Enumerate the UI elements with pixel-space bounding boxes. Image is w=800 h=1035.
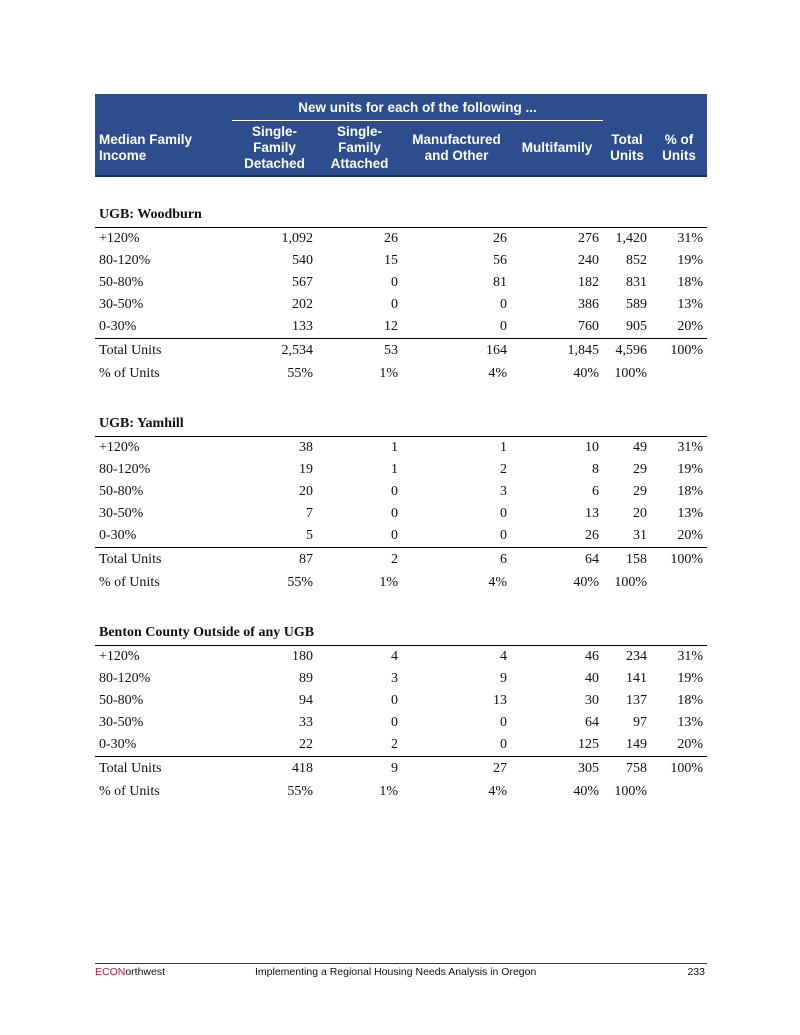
table-row	[95, 272, 707, 294]
cell-value: 141	[626, 671, 648, 686]
total-cell-value: 758	[603, 757, 651, 781]
cell-value: 0	[391, 297, 398, 312]
cell-value: 33	[299, 715, 313, 730]
cell-label: 30-50%	[99, 715, 144, 730]
cell-value: 149	[626, 737, 648, 752]
cell-value: 1	[391, 440, 398, 455]
cell-value: 0	[500, 528, 507, 543]
table-row	[95, 734, 707, 757]
cell-value: 8	[592, 462, 600, 477]
spacer-cell	[95, 176, 707, 201]
cell-value: 19	[299, 462, 313, 477]
cell-value: 38	[299, 440, 313, 455]
cell-value: 18%	[677, 484, 704, 499]
cell-value: 64	[585, 715, 600, 730]
table-row	[95, 668, 707, 690]
cell-value: 4	[500, 649, 507, 664]
cell-value: 182	[578, 275, 600, 290]
total-cell-value: 418	[232, 757, 317, 781]
header-group-label: New units for each of the following ...	[232, 94, 603, 121]
total-cell-value: 64	[511, 548, 603, 572]
table-row	[95, 712, 707, 734]
cell-value: 18%	[677, 693, 704, 708]
cell-value: 31%	[677, 231, 704, 246]
total-cell-value: 100%	[651, 757, 707, 781]
cell-value: 13%	[677, 297, 704, 312]
cell-value: 125	[578, 737, 600, 752]
table-row	[95, 525, 707, 548]
cell-value: 2	[500, 462, 507, 477]
housing-units-table	[95, 94, 707, 804]
table-row	[95, 690, 707, 712]
cell-value: 133	[292, 319, 313, 334]
cell-value: 20	[299, 484, 313, 499]
cell-value: 905	[626, 319, 648, 334]
table-header	[95, 94, 707, 176]
cell-value: 852	[626, 253, 648, 268]
table-row	[95, 459, 707, 481]
cell-value: 3	[391, 671, 398, 686]
cell-value: 0	[391, 484, 398, 499]
footer-brand	[95, 966, 165, 978]
percent-cell-value: 55%	[287, 575, 313, 590]
cell-value: 0	[391, 528, 398, 543]
total-cell-value: 305	[511, 757, 603, 781]
cell-value: 19%	[677, 462, 704, 477]
section-spacer	[95, 386, 707, 410]
cell-label: 80-120%	[99, 462, 151, 477]
percent-row	[95, 571, 707, 595]
cell-value: 40	[585, 671, 600, 686]
col-manufactured-and-other: Manufactured and Other	[402, 121, 511, 177]
percent-cell-value: 100%	[614, 784, 648, 799]
total-cell-value: 2,534	[232, 339, 317, 363]
cell-value: 13	[585, 506, 600, 521]
cell-value: 0	[500, 506, 507, 521]
cell-value: 202	[292, 297, 313, 312]
percent-cell-value	[651, 571, 707, 595]
total-cell-value: 100%	[651, 339, 707, 363]
total-cell-label: Total Units	[95, 757, 232, 781]
total-cell-value: 27	[402, 757, 511, 781]
cell-value: 180	[292, 649, 313, 664]
cell-value: 49	[633, 440, 648, 455]
total-row	[95, 757, 707, 781]
section-title: UGB: Yamhill	[95, 410, 707, 437]
percent-cell-value: 40%	[573, 366, 600, 381]
section-title-row	[95, 201, 707, 228]
total-cell-value: 1,845	[511, 339, 603, 363]
percent-cell-value: 100%	[614, 366, 648, 381]
cell-value: 5	[306, 528, 313, 543]
cell-value: 2	[391, 737, 398, 752]
cell-value: 540	[292, 253, 313, 268]
cell-value: 18%	[677, 275, 704, 290]
cell-value: 13%	[677, 506, 704, 521]
table-row	[95, 481, 707, 503]
table-row	[95, 437, 707, 460]
total-cell-value: 4,596	[603, 339, 651, 363]
cell-value: 0	[500, 737, 507, 752]
cell-value: 20%	[677, 528, 704, 543]
table-row	[95, 228, 707, 251]
col-median-family-income: Median Family Income	[95, 121, 232, 177]
cell-value: 13%	[677, 715, 704, 730]
percent-cell-value: 55%	[287, 784, 313, 799]
cell-value: 94	[299, 693, 313, 708]
col-single-family-attached: Single-Family Attached	[317, 121, 402, 177]
spacer-cell	[95, 386, 707, 410]
percent-cell-label: % of Units	[99, 366, 160, 381]
spacer-cell	[95, 595, 707, 619]
cell-label: 50-80%	[99, 484, 144, 499]
cell-value: 234	[626, 649, 648, 664]
cell-value: 0	[391, 693, 398, 708]
footer-rule	[95, 963, 707, 964]
cell-value: 20%	[677, 319, 704, 334]
percent-cell-value: 4%	[488, 784, 507, 799]
cell-label: 0-30%	[99, 528, 137, 543]
total-cell-label: Total Units	[95, 339, 232, 363]
cell-value: 831	[626, 275, 648, 290]
cell-value: 26	[384, 231, 398, 246]
footer-title: Implementing a Regional Housing Needs Analysis in Oregon	[255, 966, 537, 978]
section-title-row	[95, 619, 707, 646]
percent-row	[95, 362, 707, 386]
table-row	[95, 503, 707, 525]
cell-value: 81	[493, 275, 507, 290]
cell-value: 10	[585, 440, 600, 455]
section-title: UGB: Woodburn	[95, 201, 707, 228]
cell-label: +120%	[99, 440, 140, 455]
percent-cell-value: 1%	[379, 575, 398, 590]
cell-value: 0	[391, 715, 398, 730]
cell-value: 1	[391, 462, 398, 477]
cell-value: 19%	[677, 253, 704, 268]
header-blank-right	[603, 94, 707, 121]
col-percent-of-units: % of Units	[651, 121, 707, 177]
cell-value: 0	[391, 506, 398, 521]
cell-value: 0	[500, 297, 507, 312]
percent-cell-label: % of Units	[99, 784, 160, 799]
cell-value: 137	[626, 693, 648, 708]
section-spacer	[95, 595, 707, 619]
cell-value: 15	[384, 253, 398, 268]
total-cell-value: 100%	[651, 548, 707, 572]
cell-value: 1	[500, 440, 507, 455]
cell-value: 276	[578, 231, 600, 246]
cell-value: 26	[585, 528, 600, 543]
cell-value: 240	[578, 253, 600, 268]
cell-label: 0-30%	[99, 319, 137, 334]
table-row	[95, 316, 707, 339]
cell-value: 1,092	[281, 231, 313, 246]
page-footer	[95, 966, 707, 980]
col-multifamily: Multifamily	[511, 121, 603, 177]
total-cell-value: 53	[317, 339, 402, 363]
cell-value: 30	[585, 693, 600, 708]
cell-label: 0-30%	[99, 737, 137, 752]
cell-value: 0	[391, 275, 398, 290]
cell-value: 22	[299, 737, 313, 752]
cell-value: 31%	[677, 649, 704, 664]
section-title-row	[95, 410, 707, 437]
cell-value: 0	[500, 319, 507, 334]
cell-label: 30-50%	[99, 506, 144, 521]
section-spacer	[95, 176, 707, 201]
cell-value: 1,420	[615, 231, 648, 246]
percent-cell-value: 4%	[488, 366, 507, 381]
cell-value: 4	[391, 649, 398, 664]
cell-value: 567	[292, 275, 313, 290]
cell-label: 80-120%	[99, 671, 151, 686]
cell-value: 20	[633, 506, 648, 521]
cell-value: 19%	[677, 671, 704, 686]
total-cell-value: 164	[402, 339, 511, 363]
cell-value: 3	[500, 484, 507, 499]
col-single-family-detached: Single-Family Detached	[232, 121, 317, 177]
section-title: Benton County Outside of any UGB	[95, 619, 707, 646]
col-total-units: Total Units	[603, 121, 651, 177]
cell-value: 29	[633, 484, 648, 499]
cell-value: 56	[493, 253, 507, 268]
percent-cell-value: 55%	[287, 366, 313, 381]
percent-cell-value: 1%	[379, 784, 398, 799]
footer-brand-econ: ECON	[95, 966, 126, 978]
percent-cell-value: 40%	[573, 575, 600, 590]
footer-brand-rest: orthwest	[125, 966, 166, 978]
total-cell-label: Total Units	[95, 548, 232, 572]
cell-value: 29	[633, 462, 648, 477]
percent-cell-value: 4%	[488, 575, 507, 590]
percent-row	[95, 780, 707, 804]
percent-cell-value: 100%	[614, 575, 648, 590]
percent-cell-value: 40%	[573, 784, 600, 799]
cell-label: 30-50%	[99, 297, 144, 312]
cell-value: 7	[306, 506, 313, 521]
header-blank-left	[95, 94, 232, 121]
cell-value: 0	[500, 715, 507, 730]
cell-value: 12	[384, 319, 398, 334]
cell-label: 50-80%	[99, 693, 144, 708]
cell-value: 31%	[677, 440, 704, 455]
total-row	[95, 339, 707, 363]
percent-cell-value: 1%	[379, 366, 398, 381]
percent-cell-value	[651, 780, 707, 804]
percent-cell-label: % of Units	[99, 575, 160, 590]
table-row	[95, 294, 707, 316]
cell-value: 46	[585, 649, 600, 664]
total-cell-value: 87	[232, 548, 317, 572]
cell-value: 9	[500, 671, 507, 686]
cell-label: +120%	[99, 231, 140, 246]
cell-value: 589	[626, 297, 648, 312]
cell-label: +120%	[99, 649, 140, 664]
cell-label: 50-80%	[99, 275, 144, 290]
total-cell-value: 9	[317, 757, 402, 781]
cell-value: 31	[633, 528, 648, 543]
table-body	[95, 176, 707, 804]
cell-value: 89	[299, 671, 313, 686]
page-number: 233	[687, 966, 705, 978]
cell-value: 97	[633, 715, 648, 730]
table-row	[95, 250, 707, 272]
cell-value: 386	[578, 297, 600, 312]
cell-value: 20%	[677, 737, 704, 752]
total-cell-value: 2	[317, 548, 402, 572]
cell-value: 13	[493, 693, 507, 708]
total-row	[95, 548, 707, 572]
table-row	[95, 646, 707, 669]
total-cell-value: 6	[402, 548, 511, 572]
cell-label: 80-120%	[99, 253, 151, 268]
total-cell-value: 158	[603, 548, 651, 572]
cell-value: 6	[592, 484, 600, 499]
cell-value: 760	[578, 319, 600, 334]
percent-cell-value	[651, 362, 707, 386]
cell-value: 26	[493, 231, 507, 246]
